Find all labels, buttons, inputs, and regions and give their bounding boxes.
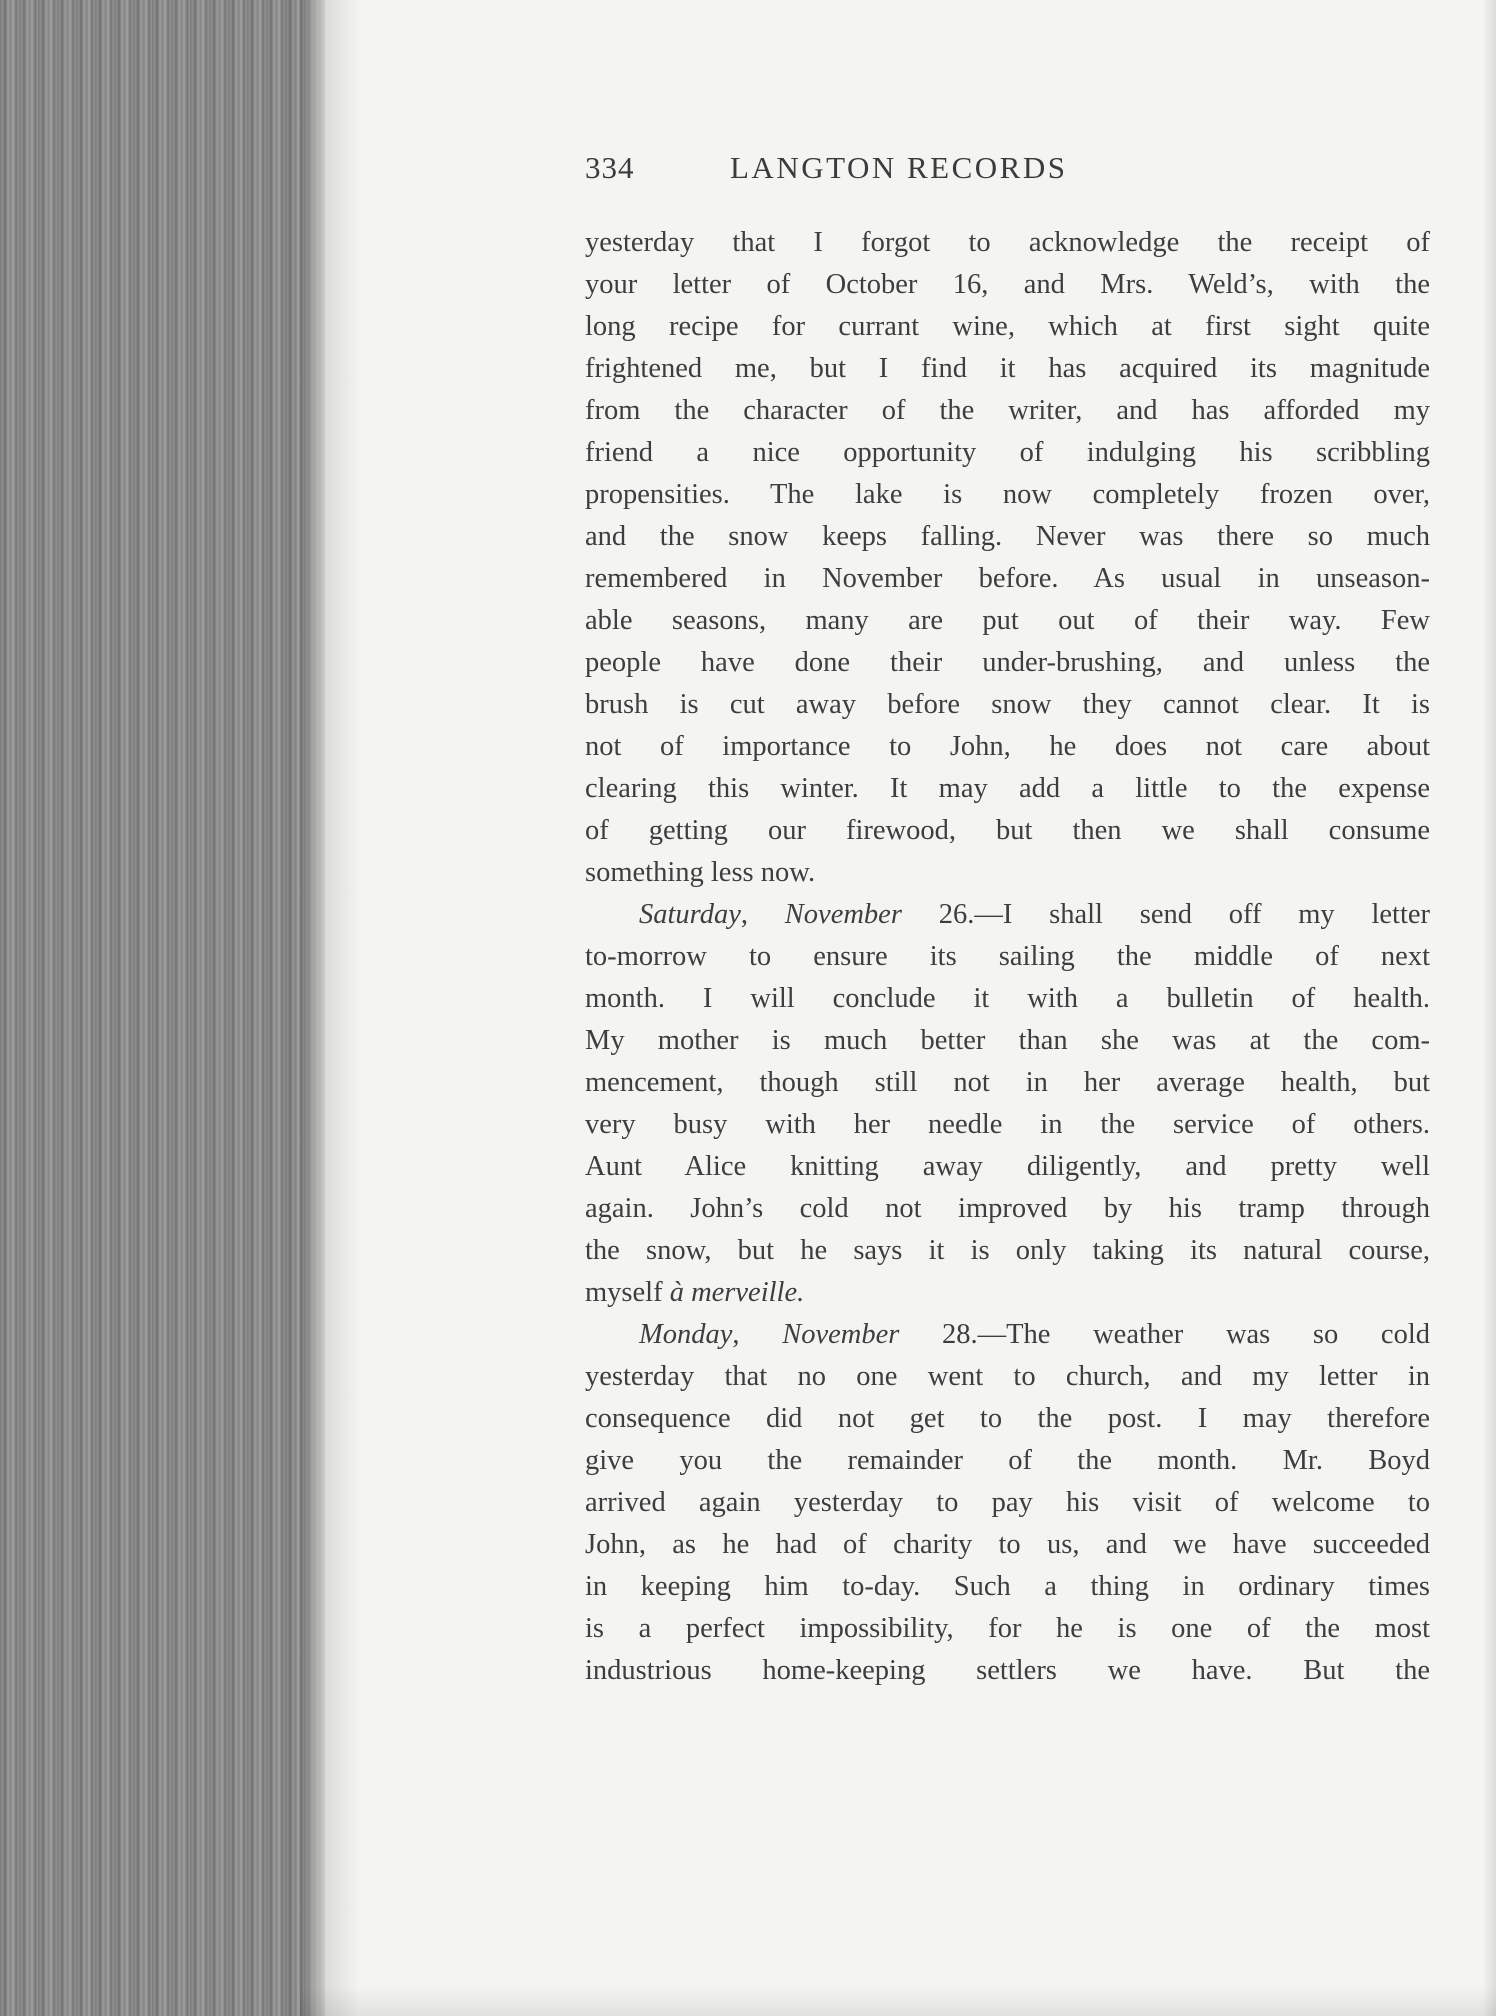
text-line: of getting our firewood, but then we shall consume: [585, 815, 1430, 846]
date-weekday: Saturday: [639, 899, 741, 930]
text-line: not of importance to John, he does not care about: [585, 731, 1430, 762]
text-line: [585, 1272, 1430, 1314]
text-line: long recipe for currant wine, which at first sight quite: [585, 311, 1430, 342]
gutter-shadow: [300, 0, 360, 2016]
date-month: November: [784, 899, 902, 930]
text-line: John, as he had of charity to us, and we have succeeded: [585, 1529, 1430, 1560]
text-line: clearing this winter. It may add a little to the expense: [585, 773, 1430, 804]
text-line: yesterday that no one went to church, and my letter in: [585, 1361, 1430, 1392]
text-line: yesterday that I forgot to acknowledge the receipt of: [585, 227, 1430, 258]
date-weekday: Monday: [639, 1319, 733, 1350]
text-line-dated: [585, 1314, 1430, 1356]
date-comma: ,: [740, 899, 785, 930]
text-line: the snow, but he says it is only taking its natural course,: [585, 1235, 1430, 1266]
plain-text: myself: [585, 1277, 670, 1308]
body-text: [585, 222, 1430, 1692]
text-line: remembered in November before. As usual in unseason-: [585, 563, 1430, 594]
text-line: friend a nice opportunity of indulging his scribbling: [585, 437, 1430, 468]
date-rest: 26.—I shall send off my letter: [901, 899, 1430, 930]
text-line: is a perfect impossibility, for he is one of the most: [585, 1613, 1430, 1644]
date-month: November: [782, 1319, 900, 1350]
date-rest: 28.—The weather was so cold: [899, 1319, 1431, 1350]
text-line: industrious home-keeping settlers we have. But the: [585, 1655, 1430, 1686]
right-edge-shade: [1482, 0, 1496, 2016]
text-line: My mother is much better than she was at the com-: [585, 1025, 1430, 1056]
text-line: propensities. The lake is now completely frozen over,: [585, 479, 1430, 510]
text-line: from the character of the writer, and has afforded my: [585, 395, 1430, 426]
text-line: in keeping him to-day. Such a thing in ordinary times: [585, 1571, 1430, 1602]
book-page-edges: [0, 0, 325, 2016]
running-title: LANGTON RECORDS: [730, 150, 1068, 185]
italic-text: à merveille.: [669, 1277, 805, 1308]
text-line: and the snow keeps falling. Never was there so much: [585, 521, 1430, 552]
text-line: consequence did not get to the post. I may therefore: [585, 1403, 1430, 1434]
text-line: again. John’s cold not improved by his tramp through: [585, 1193, 1430, 1224]
text-line: arrived again yesterday to pay his visit of welcome to: [585, 1487, 1430, 1518]
bottom-edge-shade: [300, 1986, 1496, 2016]
text-line: to-morrow to ensure its sailing the middle of next: [585, 941, 1430, 972]
text-line: Aunt Alice knitting away diligently, and pretty well: [585, 1151, 1430, 1182]
text-line-dated: [585, 894, 1430, 936]
paragraph-3: [585, 1314, 1430, 1692]
text-line: give you the remainder of the month. Mr. Boyd: [585, 1445, 1430, 1476]
text-line: brush is cut away before snow they cannot clear. It is: [585, 689, 1430, 720]
text-line: something less now.: [585, 857, 816, 888]
text-line: mencement, though still not in her average health, but: [585, 1067, 1430, 1098]
paragraph-1: [585, 222, 1430, 894]
text-line: frightened me, but I find it has acquired its magnitude: [585, 353, 1430, 384]
text-line: month. I will conclude it with a bulletin of health.: [585, 983, 1430, 1014]
text-line: your letter of October 16, and Mrs. Weld’s, with the: [585, 269, 1430, 300]
text-line: very busy with her needle in the service of others.: [585, 1109, 1430, 1140]
page-header: [585, 150, 1430, 200]
page-number: 334: [585, 150, 635, 185]
text-line: people have done their under-brushing, and unless the: [585, 647, 1430, 678]
paragraph-2: [585, 894, 1430, 1314]
text-line: able seasons, many are put out of their way. Few: [585, 605, 1430, 636]
date-comma: ,: [732, 1319, 783, 1350]
